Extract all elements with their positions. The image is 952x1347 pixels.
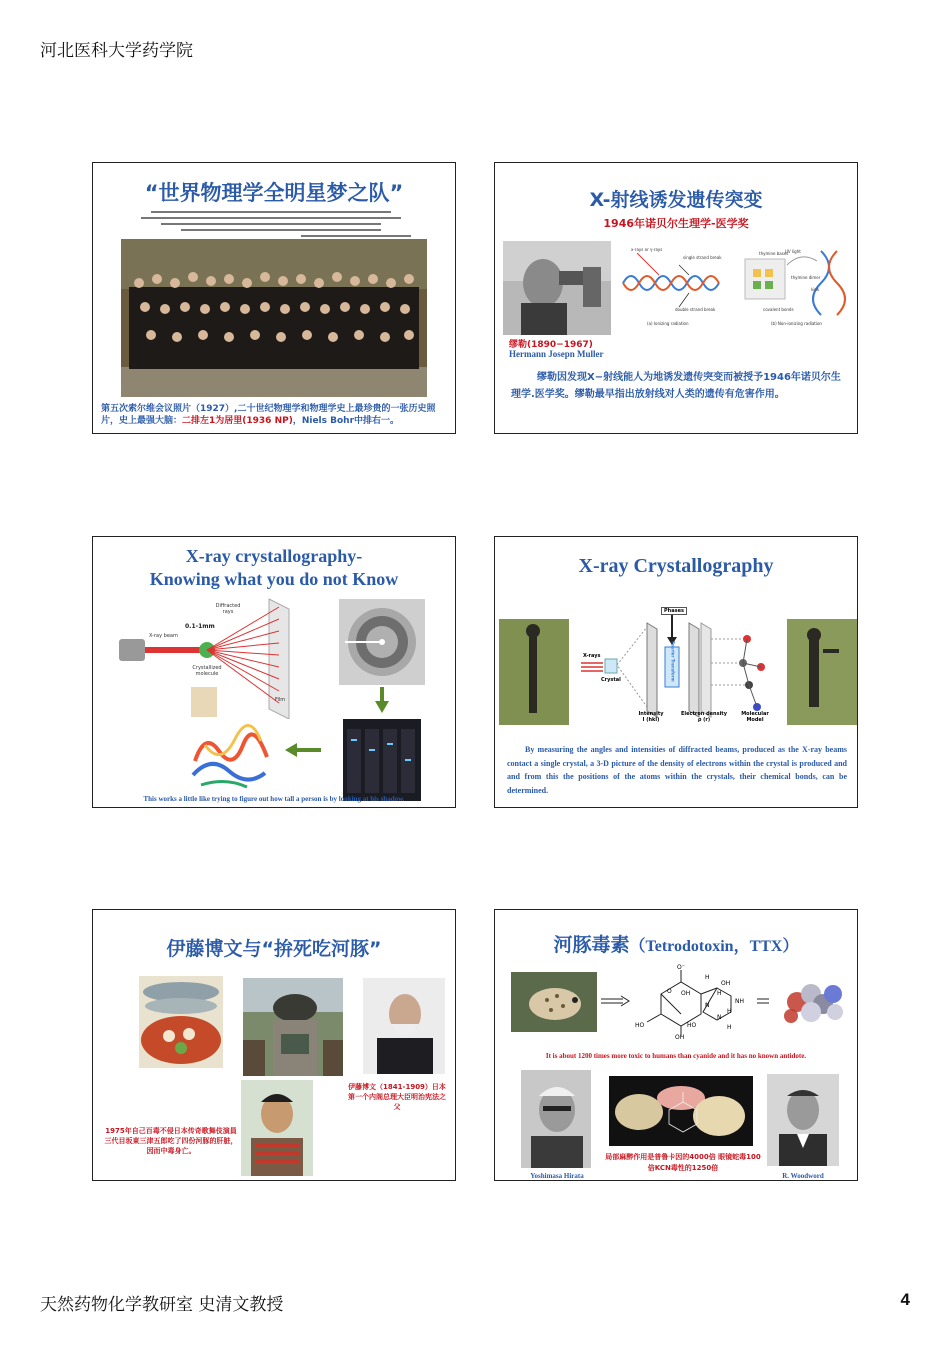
arrow-right-icon xyxy=(601,994,631,1008)
woodward-portrait xyxy=(767,1074,839,1166)
diffraction-pattern-image xyxy=(339,599,425,685)
ito-hirobumi-portrait xyxy=(363,978,445,1074)
crystal-photo xyxy=(191,687,217,717)
chem-label: H xyxy=(705,974,710,981)
uv-radiation-diagram xyxy=(741,247,853,329)
muller-portrait xyxy=(503,241,611,335)
page-header: 河北医科大学药学院 xyxy=(40,41,193,61)
chem-label: OH xyxy=(681,990,691,997)
mitsugoro-caption: 1975年自己百毒不侵日本传奇歌舞伎演員三代目坂東三津五郎吃了四份河豚的肝脏，因而中毒身亡。 xyxy=(104,1127,238,1155)
diagram-label-ionizing: (a) Ionizing radiation xyxy=(647,321,689,326)
slide-xray-mutation xyxy=(494,162,858,434)
slide-xray-crystallography-process xyxy=(494,536,858,808)
ionizing-radiation-diagram xyxy=(619,247,735,329)
supercomputer-photo xyxy=(343,719,421,801)
pufferfish-photo xyxy=(511,972,597,1032)
chem-label: O⁻ xyxy=(677,964,685,971)
toxicity-note: It is about 1200 times more toxic to humans than cyanide and it has no known antidote. xyxy=(545,1052,807,1060)
label-intensity: Intensity I (hkl) xyxy=(638,711,664,723)
slide-title: 伊藤博文与“拚死吃河豚” xyxy=(166,938,382,960)
slide-title: 河豚毒素（Tetrodotoxin，TTX） xyxy=(553,934,799,956)
slide-solvay-photo xyxy=(92,162,456,434)
solvay-caption: 第五次索尔维会议照片（1927）,二十世纪物理学和物理学史上最珍贵的一张历史照片，史上最强大脑：二排左1为居里(1936 NP)，Niels Bohr中排右一。 xyxy=(101,404,436,426)
diffraction-setup-diagram xyxy=(119,597,331,719)
label-film: Film xyxy=(275,697,286,703)
label-size: 0.1-1mm xyxy=(185,623,215,630)
ttx-structure-diagram xyxy=(631,964,753,1044)
slide-subtitle: 1946年诺贝尔生理学-医学奖 xyxy=(603,217,749,230)
fugu-liver-photo xyxy=(609,1076,753,1146)
muller-name-cn: 缪勒(1890−1967) xyxy=(509,340,593,350)
label-fourier: Fourier Transform xyxy=(670,641,676,682)
ito-statue-photo xyxy=(243,978,343,1076)
ttx-potency-caption: 局部麻醉作用是普鲁卡因的4000倍 眼镜蛇毒100倍KCN毒性的1250倍 xyxy=(605,1153,761,1172)
hirata-portrait xyxy=(521,1070,591,1168)
label-phases: Phases xyxy=(661,607,687,615)
diagram-label-xrays: x-rays or γ-rays xyxy=(631,247,663,252)
slide-ito-fugu xyxy=(92,909,456,1181)
chem-label: NH xyxy=(735,998,744,1005)
label-electron-density: Electron density ρ (r) xyxy=(681,711,727,723)
diagram-label-dimer: thymine dimer xyxy=(791,275,821,280)
chem-label: HO xyxy=(635,1022,645,1029)
chem-label: OH xyxy=(675,1034,685,1041)
woodward-name: R. Woodword xyxy=(782,1172,824,1180)
diagram-label-thymine: thymine bases xyxy=(759,251,789,256)
slide-title: “世界物理学全明星梦之队” xyxy=(144,181,404,205)
crystallography-description: By measuring the angles and intensities of diffracted beams, produced as the X-ray beams contact a single crystal, a 3-D picture of the density of electrons within the crystal is produced and and from this the positions of the atoms within the crystals, their chemical bonds, can be determined. xyxy=(507,745,847,795)
diagram-label-double: double strand break xyxy=(675,307,716,312)
diagram-label-uv: UV light xyxy=(785,249,801,254)
diagram-label-nonionizing: (b) Non-ionizing radiation xyxy=(771,321,822,326)
solvay-group-photo xyxy=(121,207,427,397)
equals-icon xyxy=(755,996,771,1006)
slide-title: X-ray Crystallography xyxy=(578,555,774,577)
label-molecular-model: Molecular Model xyxy=(741,711,769,723)
shadow-photo-right xyxy=(787,619,857,725)
slide-xray-crystallography-intro xyxy=(92,536,456,808)
chem-label: HO xyxy=(687,1022,697,1029)
label-crystal: Crystallized molecule xyxy=(192,665,222,677)
slide-title: X-ray crystallography- Knowing what you do not Know xyxy=(149,546,399,589)
chem-label: N xyxy=(705,1002,710,1009)
chem-label: H xyxy=(717,990,722,997)
label-xray-beam: X-ray beam xyxy=(149,633,178,639)
chem-label: H xyxy=(727,1008,732,1015)
diagram-label-single: single strand break xyxy=(683,255,722,260)
page-number: 4 xyxy=(900,1290,910,1309)
label-crystal: Crystal xyxy=(601,677,621,683)
shadow-photo-left xyxy=(499,619,569,725)
down-arrow-icon xyxy=(375,687,389,713)
mitsugoro-portrait xyxy=(241,1080,313,1176)
crystallography-flow-diagram xyxy=(577,607,783,727)
chem-label: N xyxy=(717,1014,722,1021)
ito-caption: 伊藤博文（1841-1909）日本第一个内阁总理大臣明治宪法之父 xyxy=(348,1083,446,1111)
ttx-3d-model xyxy=(777,972,849,1032)
chem-label: OH xyxy=(721,980,731,987)
hirata-name: Yoshimasa Hirata xyxy=(530,1172,584,1180)
shadow-analogy-caption: This works a little like trying to figure out how tall a person is by looking at his shadow. xyxy=(143,795,405,803)
page-footer: 天然药物化学教研室 史清文教授 xyxy=(40,1295,284,1315)
label-xrays: X-rays xyxy=(583,653,601,659)
diagram-label-kink: kink xyxy=(811,287,820,292)
label-diffracted: Diffracted rays xyxy=(215,603,241,615)
slide-title: X-射线诱发遗传突变 xyxy=(589,189,763,211)
chem-label: H xyxy=(727,1024,732,1031)
muller-name-en: Hermann Josepn Muller xyxy=(509,349,604,359)
slide-tetrodotoxin xyxy=(494,909,858,1181)
protein-structure-image xyxy=(185,721,277,793)
muller-description: 缪勒因发现X−射线能人为地诱发遗传突变而被授予1946年诺贝尔生理学.医学奖。缪勒最早指出放射线对人类的遗传有危害作用。 xyxy=(511,372,841,400)
chem-label: O xyxy=(667,988,672,995)
left-arrow-icon xyxy=(285,743,321,757)
diagram-label-covalent: covalent bonds xyxy=(763,307,794,312)
fugu-dish-photo xyxy=(139,976,223,1068)
